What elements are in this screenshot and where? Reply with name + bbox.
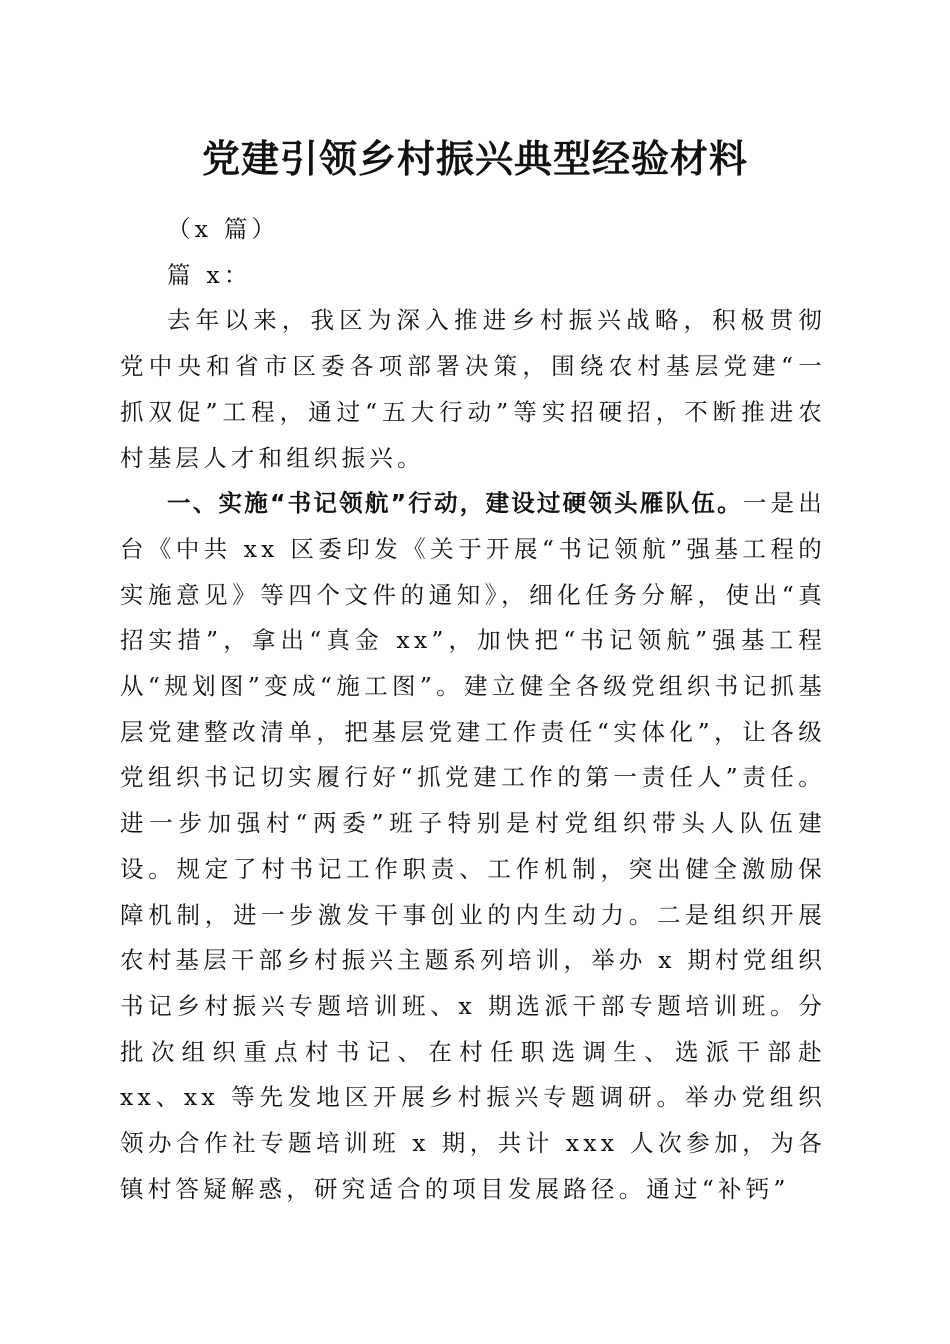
section-label-paragraph: 篇 x： (167, 260, 252, 289)
subtitle-paragraph: （x 篇） (167, 215, 280, 243)
section1-body: 一是出台《中共 xx 区委印发《关于开展“书记领航”强基工程的实施意见》等四个文件的通知》，细化任务分解，使出“真招实措”，拿出“真金 xx”，加快把“书记领航”强基工程从“规划图”变成“施工图”。建立健全各级党组织书记抓基层党建整改清单，把基层党建工作责任“实体化”，让各级党组织书记切实履行好“抓党建工作的第一责任人”责任。进一步加强村“两委”班子特别是村党组织带头人队伍建设。规定了村书记工作职责、工作机制，突出健全激励保障机制，进一步激发干事创业的内生动力。二是组织开展农村基层干部乡村振兴主题系列培训，举办 x 期村党组织书记乡村振兴专题培训班、x 期选派干部专题培训班。分批次组织重点村书记、在村任职选调生、选派干部赴 xx、xx 等先发地区开展乡村振兴专题调研。举办党组织领办合作社专题培训班 x 期，共计 xxx 人次参加，为各镇村答疑解惑，研究适合的项目发展路径。通过“补钙” (120, 489, 826, 1203)
document-body (120, 207, 826, 1212)
section1-paragraph (120, 481, 826, 1212)
document-title: 党建引领乡村振兴典型经验材料 (201, 136, 748, 181)
intro-paragraph: 去年以来，我区为深入推进乡村振兴战略，积极贯彻党中央和省市区委各项部署决策，围绕农村基层党建“一抓双促”工程，通过“五大行动”等实招硬招，不断推进农村基层人才和组织振兴。 (120, 306, 826, 472)
section1-heading: 一、实施“书记领航”行动，建设过硬领头雁队伍。 (167, 489, 743, 518)
